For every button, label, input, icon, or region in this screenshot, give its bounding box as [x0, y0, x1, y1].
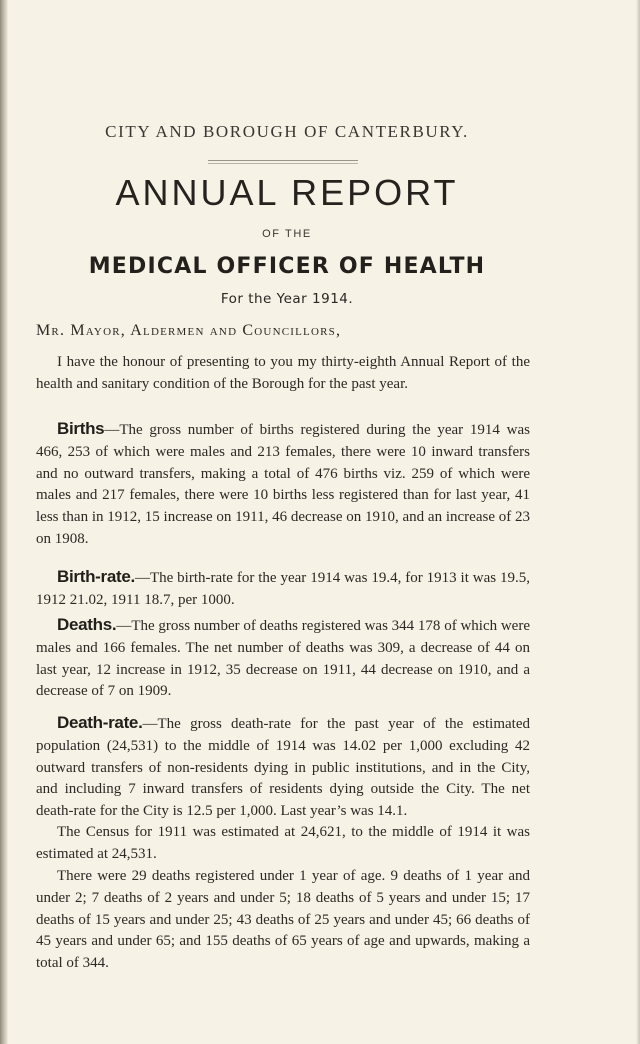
deaths-heading: Deaths. — [57, 615, 117, 634]
births-paragraph — [36, 418, 530, 551]
city-borough-heading: CITY AND BOROUGH OF CANTERBURY. — [105, 122, 469, 141]
intro-text: I have the honour of presenting to you my thirty-eighth Annual Report of the health and sanitary condition of the Borough for the past year. — [36, 354, 530, 392]
deaths-paragraph — [36, 614, 530, 703]
census-text: The Census for 1911 was estimated at 24,621, to the middle of 1914 it was estimated at 24,531. — [36, 824, 530, 862]
page-binding-edge — [0, 0, 8, 1044]
births-text: —The gross number of births registered during the year 1914 was 466, 253 of which were males and 213 females, there were 10 inward transfers and no outward transfers, making a total of 476 births viz. 259 of which were males and 217 females, there were 10 births less registered than for last year, 41 less than in 1912, 15 increase on 1911, 46 decrease on 1910, and an increase of 23 on 1908. — [36, 422, 530, 547]
report-title: ANNUAL REPORT — [115, 172, 459, 213]
census-paragraph — [36, 822, 530, 866]
salutation: Mr. Mayor, Aldermen and Councillors, — [36, 322, 342, 339]
intro-paragraph — [36, 352, 530, 396]
death-rate-heading: Death-rate. — [57, 713, 143, 732]
birth-rate-heading: Birth-rate. — [57, 567, 135, 586]
title-rule — [208, 160, 358, 161]
births-heading: Births — [57, 419, 105, 438]
ages-paragraph — [36, 866, 530, 975]
birth-rate-paragraph — [36, 566, 530, 612]
title-rule-lower — [208, 163, 358, 164]
report-year: For the Year 1914. — [220, 291, 354, 307]
deaths-text: —The gross number of deaths registered was 344 178 of which were males and 166 females. The net number of deaths was 309, a decrease of 44 on last year, 12 increase in 1912, 35 decrease on 1911, 44 decrease on 1910, and a decrease of 7 on 1909. — [36, 618, 530, 700]
ages-text: There were 29 deaths registered under 1 year of age. 9 deaths of 1 year and under 2; 7 deaths of 2 years and under 5; 18 deaths of 5 years and under 15; 17 deaths of 15 years and under 25; 43 deaths of 25 years and under 45; 66 deaths of 45 years and under 65; and 155 deaths of 65 years of age and upwards, making a total of 344. — [36, 868, 530, 972]
of-the-label: OF THE — [262, 228, 312, 240]
page-right-edge — [636, 0, 640, 1044]
birth-rate-text: —The birth-rate for the year 1914 was 19.4, for 1913 it was 19.5, 1912 21.02, 1911 18.7, per 1000. — [36, 570, 530, 608]
death-rate-paragraph — [36, 712, 530, 823]
report-subtitle: MEDICAL OFFICER OF HEALTH — [88, 254, 486, 279]
death-rate-text: —The gross death-rate for the past year of the estimated population (24,531) to the middle of 1914 was 14.02 per 1,000 excluding 42 outward transfers of non-residents dying in public institutions, and in the City, and including 7 inward transfers of residents dying outside the City. The net death-rate for the City is 12.5 per 1,000. Last year’s was 14.1. — [36, 716, 530, 820]
